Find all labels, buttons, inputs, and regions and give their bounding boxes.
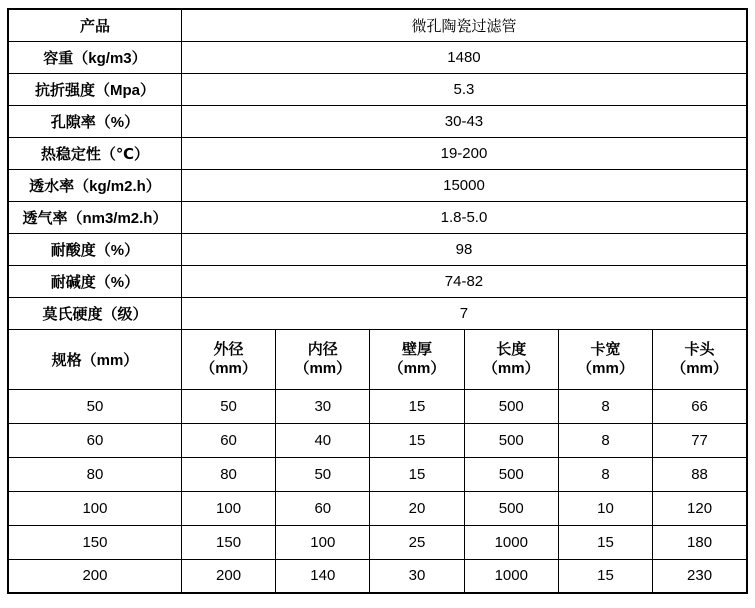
spec-cell: 150 xyxy=(181,525,275,559)
product-spec-table xyxy=(7,8,748,594)
spec-cell: 50 xyxy=(8,389,181,423)
spec-cell: 30 xyxy=(276,389,370,423)
spec-cell: 500 xyxy=(464,457,558,491)
property-value: 15000 xyxy=(181,169,747,201)
property-label: 热稳定性（℃） xyxy=(8,137,181,169)
spec-cell: 100 xyxy=(276,525,370,559)
table-row-product xyxy=(8,9,747,41)
property-value: 1480 xyxy=(181,41,747,73)
table-row-bulk-density xyxy=(8,41,747,73)
spec-cell: 100 xyxy=(181,491,275,525)
property-label: 容重（kg/m3） xyxy=(8,41,181,73)
spec-data-row xyxy=(8,423,747,457)
spec-cell: 10 xyxy=(558,491,652,525)
column-header-wall-thickness xyxy=(370,329,464,389)
table-row-thermal-stability xyxy=(8,137,747,169)
spec-cell: 8 xyxy=(558,423,652,457)
column-header-name: 内径 xyxy=(307,341,338,358)
spec-data-row xyxy=(8,525,747,559)
spec-cell: 80 xyxy=(8,457,181,491)
spec-cell: 60 xyxy=(276,491,370,525)
table-row-flexural-strength xyxy=(8,73,747,105)
product-label: 产品 xyxy=(8,9,181,41)
table-row-porosity xyxy=(8,105,747,137)
column-header-clip-head xyxy=(653,329,747,389)
spec-cell: 88 xyxy=(653,457,747,491)
spec-cell: 100 xyxy=(8,491,181,525)
spec-cell: 500 xyxy=(464,423,558,457)
spec-cell: 200 xyxy=(8,559,181,593)
column-header-outer-diameter xyxy=(181,329,275,389)
spec-cell: 230 xyxy=(653,559,747,593)
product-value: 微孔陶瓷过滤管 xyxy=(181,9,747,41)
spec-cell: 8 xyxy=(558,389,652,423)
property-label: 莫氏硬度（级） xyxy=(8,297,181,329)
spec-cell: 150 xyxy=(8,525,181,559)
spec-cell: 500 xyxy=(464,491,558,525)
spec-cell: 15 xyxy=(558,525,652,559)
spec-cell: 77 xyxy=(653,423,747,457)
column-header-clip-width xyxy=(558,329,652,389)
column-header-length xyxy=(464,329,558,389)
column-header-unit: （mm） xyxy=(482,360,540,377)
spec-cell: 180 xyxy=(653,525,747,559)
spec-cell: 15 xyxy=(558,559,652,593)
spec-cell: 60 xyxy=(8,423,181,457)
property-value: 74-82 xyxy=(181,265,747,297)
property-label: 透气率（nm3/m2.h） xyxy=(8,201,181,233)
table-row-alkali-resistance xyxy=(8,265,747,297)
property-label: 耐碱度（%） xyxy=(8,265,181,297)
table-row-mohs-hardness xyxy=(8,297,747,329)
spec-cell: 80 xyxy=(181,457,275,491)
column-header-unit: （mm） xyxy=(200,360,257,377)
spec-cell: 60 xyxy=(181,423,275,457)
spec-cell: 40 xyxy=(276,423,370,457)
property-label: 抗折强度（Mpa） xyxy=(8,73,181,105)
spec-cell: 120 xyxy=(653,491,747,525)
column-header-name: 外径 xyxy=(213,341,244,358)
spec-cell: 50 xyxy=(181,389,275,423)
property-label: 孔隙率（%） xyxy=(8,105,181,137)
spec-data-row xyxy=(8,559,747,593)
spec-cell: 140 xyxy=(276,559,370,593)
spec-cell: 1000 xyxy=(464,525,558,559)
column-header-unit: （mm） xyxy=(671,360,728,377)
table-row-acid-resistance xyxy=(8,233,747,265)
spec-cell: 30 xyxy=(370,559,464,593)
spec-cell: 25 xyxy=(370,525,464,559)
spec-cell: 200 xyxy=(181,559,275,593)
spec-data-row xyxy=(8,491,747,525)
column-header-unit: （mm） xyxy=(294,360,352,377)
spec-cell: 8 xyxy=(558,457,652,491)
spec-row-header: 规格（mm） xyxy=(8,329,181,389)
column-header-unit: （mm） xyxy=(388,360,446,377)
spec-cell: 15 xyxy=(370,423,464,457)
property-value: 7 xyxy=(181,297,747,329)
property-label: 透水率（kg/m2.h） xyxy=(8,169,181,201)
column-header-name: 长度 xyxy=(496,341,527,358)
property-value: 98 xyxy=(181,233,747,265)
spec-cell: 15 xyxy=(370,389,464,423)
property-value: 30-43 xyxy=(181,105,747,137)
column-header-inner-diameter xyxy=(276,329,370,389)
spec-cell: 50 xyxy=(276,457,370,491)
spec-cell: 66 xyxy=(653,389,747,423)
property-value: 19-200 xyxy=(181,137,747,169)
table-row-air-permeability xyxy=(8,201,747,233)
spec-data-row xyxy=(8,457,747,491)
spec-cell: 15 xyxy=(370,457,464,491)
property-value: 5.3 xyxy=(181,73,747,105)
spec-cell: 1000 xyxy=(464,559,558,593)
property-value: 1.8-5.0 xyxy=(181,201,747,233)
spec-cell: 500 xyxy=(464,389,558,423)
spec-cell: 20 xyxy=(370,491,464,525)
column-header-name: 卡宽 xyxy=(590,341,621,358)
column-header-unit: （mm） xyxy=(577,360,634,377)
column-header-name: 壁厚 xyxy=(402,341,433,358)
table-row-water-permeability xyxy=(8,169,747,201)
property-label: 耐酸度（%） xyxy=(8,233,181,265)
column-header-name: 卡头 xyxy=(684,341,715,358)
spec-data-row xyxy=(8,389,747,423)
spec-header-row xyxy=(8,329,747,389)
